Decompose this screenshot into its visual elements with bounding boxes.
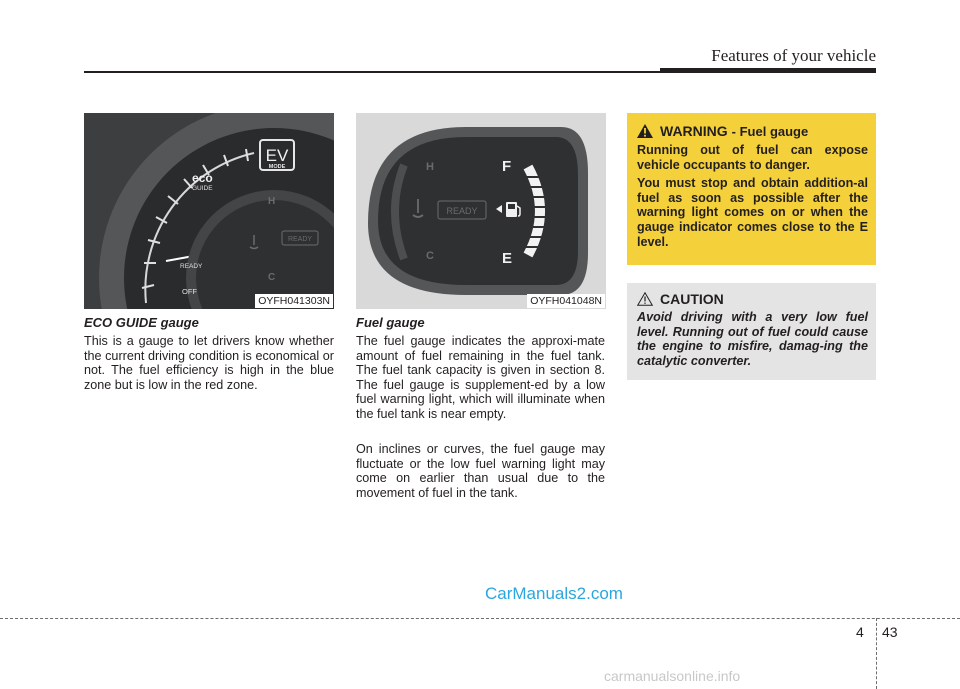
temp-h-label: H: [426, 161, 434, 173]
fuel-full-label: F: [502, 158, 512, 175]
figure-code: OYFH041303N: [255, 294, 333, 308]
fuel-gauge-paragraph-1: The fuel gauge indicates the approxi-mate amount of fuel remaining in the fuel tank. The fuel tank capacity is given in section 8. The fuel gauge is supplement-ed by a low fuel warning light, which will illuminate when the fuel tank is near empty.: [356, 334, 605, 421]
ev-mode-label: EV: [265, 146, 289, 165]
warning-title: WARNING: [660, 123, 728, 139]
caution-title: CAUTION: [660, 291, 724, 307]
page-divider: [876, 618, 877, 689]
fuel-gauge-paragraph-2: On inclines or curves, the fuel gauge may fluctuate or the low fuel warning light may come on earlier than usual due to the movement of fuel in the tank.: [356, 442, 605, 500]
ready-needle-label: READY: [180, 263, 203, 270]
fuel-gauge-figure: [356, 113, 606, 309]
warning-box: [627, 113, 876, 265]
header-rule-accent: [660, 68, 876, 73]
temp-h-label: H: [268, 196, 276, 207]
warning-paragraph-2: You must stop and obtain addition-al fuel as soon as possible after the warning light comes on or when the gauge indicator comes close to the E level.: [637, 176, 868, 249]
figure-code: OYFH041048N: [527, 294, 605, 308]
ready-indicator-label: READY: [287, 236, 313, 243]
caution-box: [627, 283, 876, 380]
mode-label: MODE: [268, 164, 286, 170]
section-number: 4: [856, 624, 864, 640]
caution-heading: [637, 291, 868, 307]
eco-guide-illustration: [84, 113, 334, 309]
page-number: 43: [882, 624, 898, 640]
warning-triangle-icon: [637, 124, 653, 138]
eco-label: eco: [192, 171, 213, 185]
eco-guide-heading: ECO GUIDE gauge: [84, 315, 199, 330]
eco-guide-figure: [84, 113, 334, 309]
warning-heading: [637, 123, 868, 139]
fuel-gauge-illustration: [356, 113, 606, 309]
fuel-empty-label: E: [502, 250, 513, 267]
eco-guide-body: This is a gauge to let drivers know whether the current driving condition is economical or not. The fuel efficiency is high in the blue zone but is low in the red zone.: [84, 334, 334, 392]
warning-paragraph-1: Running out of fuel can expose vehicle occupants to danger.: [637, 143, 868, 172]
site-watermark: carmanualsonline.info: [604, 668, 741, 684]
watermark-link[interactable]: CarManuals2.com: [485, 584, 623, 603]
temp-c-label: C: [268, 272, 276, 283]
fuel-gauge-heading: Fuel gauge: [356, 315, 425, 330]
caution-body: Avoid driving with a very low fuel level. Running out of fuel could cause the engine to misfire, damag-ing the catalytic converter.: [637, 310, 868, 368]
off-label: OFF: [182, 287, 197, 296]
caution-triangle-icon: [637, 292, 653, 306]
temp-c-label: C: [426, 250, 434, 262]
guide-label: GUIDE: [192, 185, 213, 192]
section-title: Features of your vehicle: [711, 46, 876, 65]
ready-indicator-label: READY: [446, 206, 478, 216]
warning-subtitle: - Fuel gauge: [731, 123, 809, 139]
footer-rule: [0, 618, 960, 619]
